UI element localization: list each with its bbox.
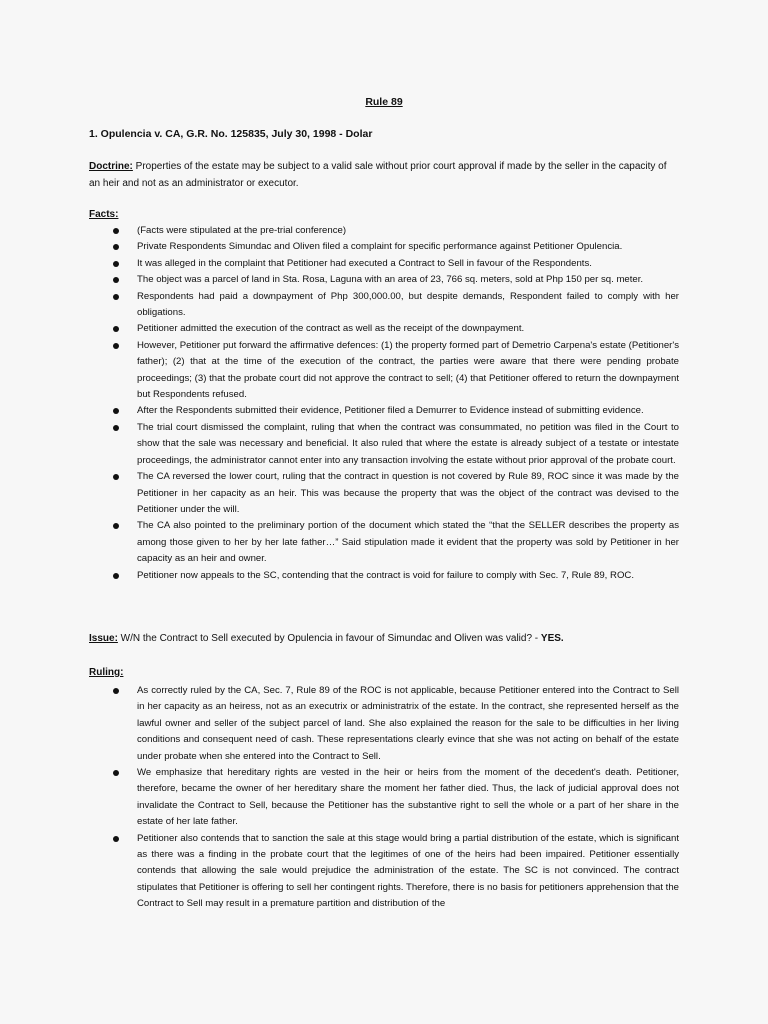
issue-paragraph (89, 633, 679, 644)
bullet-icon (113, 294, 119, 300)
list-item: The trial court dismissed the complaint, ruling that when the contract was consummated, no petition was filed in the Court to show that the sale was necessary and beneficial. It also ruled that where the estate is already subject of a testate or intestate proceedings, the administrator cannot enter into any transaction involving the estate without prior approval of the probate court. (89, 420, 679, 469)
issue-text: W/N the Contract to Sell executed by Opulencia in favour of Simundac and Oliven was valid? - (117, 633, 541, 644)
facts-list (89, 223, 679, 584)
bullet-icon (113, 343, 119, 349)
bullet-icon (113, 573, 119, 579)
bullet-icon (113, 261, 119, 267)
issue-label: Issue: (89, 633, 118, 644)
bullet-icon (113, 770, 119, 776)
bullet-icon (113, 244, 119, 250)
list-item: The CA also pointed to the preliminary portion of the document which stated the “that the SELLER describes the property as among those given to her by her late father…” Said stipulation made it evident that the property was sold by Petitioner in her capacity as an heir and owner. (89, 518, 679, 567)
list-item: As correctly ruled by the CA, Sec. 7, Rule 89 of the ROC is not applicable, because Petitioner entered into the Contract to Sell in her capacity as an heiress, not as an executrix or administratrix of the estate. In the contract, she represented herself as the lawful owner and seller of the subject parcel of land. She also explained the reason for the sale to be difficulties in her living conditions and consequent need of cash. These representations clearly evince that she was not acting on behalf of the estate under probate when she entered into the Contract to Sell. (89, 683, 679, 765)
list-item: Private Respondents Simundac and Oliven filed a complaint for specific performance against Petitioner Opulencia. (89, 239, 679, 255)
bullet-icon (113, 228, 119, 234)
list-item: Respondents had paid a downpayment of Php 300,000.00, but despite demands, Respondent failed to comply with her obligations. (89, 289, 679, 322)
doctrine-label: Doctrine: (89, 161, 133, 172)
bullet-icon (113, 425, 119, 431)
list-item: Petitioner also contends that to sanction the sale at this stage would bring a partial distribution of the estate, which is significant as there was a finding in the probate court that the legitimes of one of the heirs had been impaired. Petitioner essentially contends that allowing the sale would prejudice the administration of the estate. The SC is not convinced. The contract stipulates that Petitioner is offering to sell her contingent rights. Therefore, there is no basis for petitioners apprehension that the Contract to Sell may result in a premature partition and distribution of the (89, 831, 679, 913)
list-item: It was alleged in the complaint that Petitioner had executed a Contract to Sell in favour of the Respondents. (89, 256, 679, 272)
bullet-icon (113, 523, 119, 529)
list-item: However, Petitioner put forward the affirmative defences: (1) the property formed part of Demetrio Carpena's estate (Petitioner's father); (2) that at the time of the execution of the contract, the parties were aware that there were pending probate proceedings; (3) that the probate court did not approve the contract to sell; (4) that Petitioner offered to return the downpayment but Respondents refused. (89, 338, 679, 404)
list-item: We emphasize that hereditary rights are vested in the heir or heirs from the moment of the decedent's death. Petitioner, therefore, became the owner of her hereditary share the moment her father died. Thus, the lack of judicial approval does not invalidate the Contract to Sell, because the Petitioner has the substantive right to sell the whole or a part of her share in the estate of her late father. (89, 765, 679, 831)
list-item: (Facts were stipulated at the pre-trial conference) (89, 223, 679, 239)
list-item: Petitioner now appeals to the SC, contending that the contract is void for failure to comply with Sec. 7, Rule 89, ROC. (89, 568, 679, 584)
facts-heading: Facts: (89, 209, 119, 220)
issue-answer: YES. (540, 633, 564, 644)
ruling-list (89, 683, 679, 913)
doctrine-paragraph (89, 158, 679, 192)
bullet-icon (113, 836, 119, 842)
doctrine-text: Properties of the estate may be subject to a valid sale without prior court approval if made by the seller in the capacity of an heir and not as an administrator or executor. (89, 161, 667, 189)
case-heading: 1. Opulencia v. CA, G.R. No. 125835, July 30, 1998 - Dolar (89, 128, 373, 140)
list-item: Petitioner admitted the execution of the contract as well as the receipt of the downpayment. (89, 321, 679, 337)
list-item: The object was a parcel of land in Sta. Rosa, Laguna with an area of 23, 766 sq. meters, sold at Php 150 per sq. meter. (89, 272, 679, 288)
ruling-heading: Ruling: (89, 667, 124, 678)
bullet-icon (113, 326, 119, 332)
bullet-icon (113, 408, 119, 414)
bullet-icon (113, 277, 119, 283)
list-item: After the Respondents submitted their evidence, Petitioner filed a Demurrer to Evidence instead of submitting evidence. (89, 403, 679, 419)
page-title: Rule 89 (365, 96, 403, 108)
bullet-icon (113, 474, 119, 480)
list-item: The CA reversed the lower court, ruling that the contract in question is not covered by Rule 89, ROC since it was made by the Petitioner in her capacity as an heir. This was because the property that was the object of the contract was devised to the Petitioner under the will. (89, 469, 679, 518)
bullet-icon (113, 688, 119, 694)
